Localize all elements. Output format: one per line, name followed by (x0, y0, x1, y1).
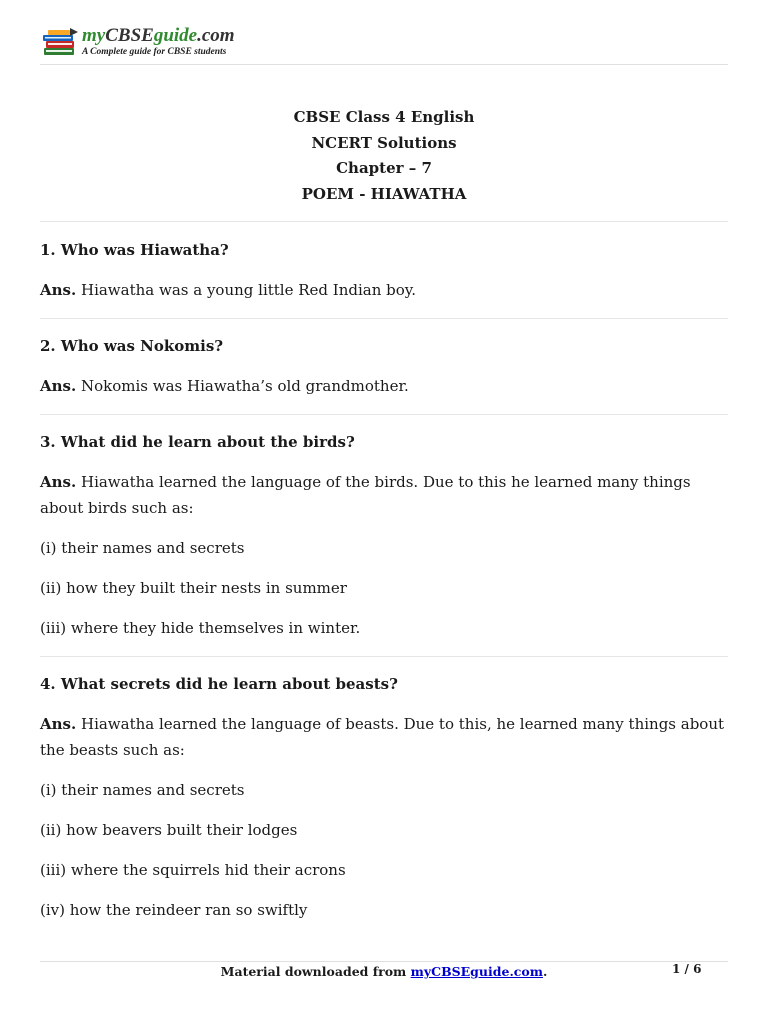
footer-suffix: . (542, 964, 548, 979)
logo-title-cbse: CBSE (105, 25, 154, 46)
answer-text: Hiawatha was a young little Red Indian boy. (76, 281, 417, 299)
page-header (40, 26, 728, 65)
question-2: 2. Who was Nokomis? (40, 337, 224, 355)
document-title (40, 105, 728, 207)
ans-label: Ans. (40, 473, 77, 491)
question-1: 1. Who was Hiawatha? (40, 241, 229, 259)
books-logo-icon (40, 28, 80, 58)
ans-label: Ans. (40, 377, 77, 395)
divider (40, 221, 728, 222)
page-number: 1 / 6 (672, 962, 702, 976)
footer-text: Material downloaded from (220, 964, 411, 979)
logo-title-guide: guide (153, 25, 198, 46)
answer-text: Nokomis was Hiawatha’s old grandmother. (76, 377, 409, 395)
answer-text: Hiawatha learned the language of beasts. Due to this, he learned many things about the beasts such as: (40, 715, 725, 759)
title-chapter: Chapter – 7 (336, 159, 432, 177)
ans-label: Ans. (40, 281, 77, 299)
divider (40, 656, 728, 657)
answer-3 (40, 469, 728, 521)
divider (40, 318, 728, 319)
question-4: 4. What secrets did he learn about beasts? (40, 675, 398, 693)
list-item: (ii) how they built their nests in summer (40, 579, 347, 597)
answer-4 (40, 711, 728, 763)
title-poem: POEM - HIAWATHA (301, 184, 467, 203)
divider (40, 414, 728, 415)
logo-title-com: .com (197, 25, 235, 46)
page-footer (40, 962, 728, 982)
list-item: (iii) where they hide themselves in winter. (40, 619, 361, 637)
list-item: (iii) where the squirrels hid their acrons (40, 861, 346, 879)
title-class: CBSE Class 4 English (293, 108, 475, 126)
answer-2 (40, 373, 728, 399)
question-3: 3. What did he learn about the birds? (40, 433, 355, 451)
list-item: (i) their names and secrets (40, 781, 245, 799)
site-logo[interactable] (40, 26, 250, 60)
title-solutions: NCERT Solutions (311, 133, 457, 152)
logo-title-my: my (82, 25, 106, 46)
answer-text: Hiawatha learned the language of the birds. Due to this he learned many things about birds such as: (40, 473, 691, 517)
list-item: (i) their names and secrets (40, 539, 245, 557)
answer-1 (40, 277, 728, 303)
ans-label: Ans. (40, 715, 77, 733)
logo-tagline: A Complete guide for CBSE students (82, 47, 227, 57)
footer-link[interactable]: myCBSEguide.com (410, 964, 543, 979)
list-item: (iv) how the reindeer ran so swiftly (40, 901, 308, 919)
list-item: (ii) how beavers built their lodges (40, 821, 298, 839)
